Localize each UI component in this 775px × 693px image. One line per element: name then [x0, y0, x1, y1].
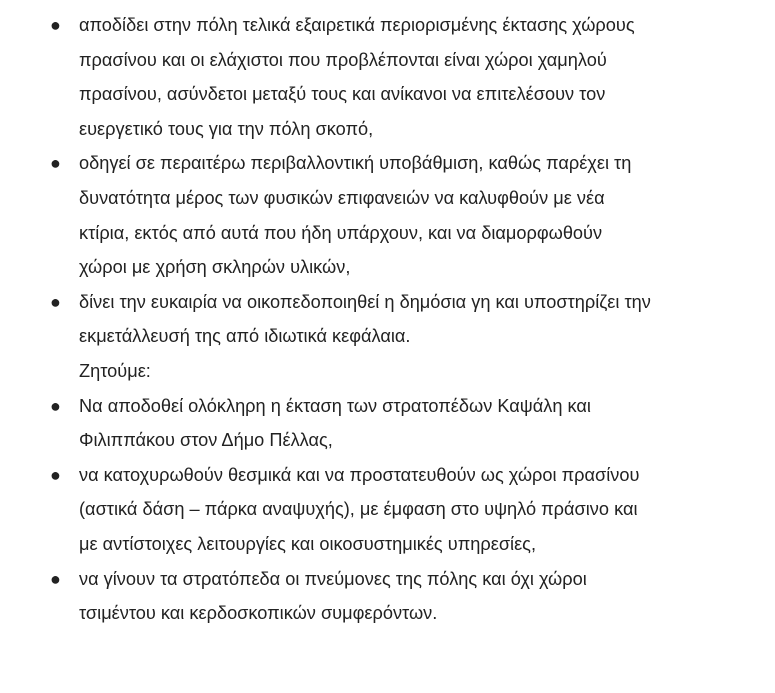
text-line: εκμετάλλευσή της από ιδιωτικά κεφάλαια.	[79, 326, 411, 347]
text-line: τσιμέντου και κερδοσκοπικών συμφερόντων.	[79, 603, 438, 624]
list-item	[0, 146, 775, 284]
bullet-icon: ●	[50, 395, 61, 416]
text-line: Φιλιππάκου στον Δήμο Πέλλας,	[79, 430, 333, 451]
text-line: κτίρια, εκτός από αυτά που ήδη υπάρχουν, και να διαμορφωθούν	[79, 222, 603, 243]
text-line: χώροι με χρήση σκληρών υλικών,	[79, 257, 351, 278]
text-line: (αστικά δάση – πάρκα αναψυχής), με έμφαση στο υψηλό πράσινο και	[79, 499, 638, 520]
list-item	[0, 389, 775, 458]
text-line: να κατοχυρωθούν θεσμικά και να προστατευθούν ως χώροι πρασίνου	[79, 464, 640, 485]
bullet-icon: ●	[50, 464, 61, 485]
bullet-list-demands	[0, 389, 775, 631]
bullet-icon: ●	[50, 291, 61, 312]
bullet-icon: ●	[50, 15, 61, 35]
text-line: ευεργετικό τους για την πόλη σκοπό,	[79, 118, 374, 139]
bullet-icon: ●	[50, 568, 61, 589]
demand-heading	[0, 354, 775, 389]
text-line: αποδίδει στην πόλη τελικά εξαιρετικά περιορισμένης έκτασης χώρους	[79, 15, 635, 35]
list-item	[0, 8, 775, 146]
text-line: Να αποδοθεί ολόκληρη η έκταση των στρατοπέδων Καψάλη και	[79, 395, 591, 416]
document-body	[0, 8, 775, 631]
list-item	[0, 285, 775, 354]
list-item	[0, 562, 775, 631]
list-item	[0, 458, 775, 562]
text-line: δίνει την ευκαιρία να οικοπεδοποιηθεί η δημόσια γη και υποστηρίζει την	[79, 291, 651, 312]
text-line: με αντίστοιχες λειτουργίες και οικοσυστημικές υπηρεσίες,	[79, 533, 537, 554]
text-line: οδηγεί σε περαιτέρω περιβαλλοντική υποβάθμιση, καθώς παρέχει τη	[79, 153, 632, 174]
text-line: Ζητούμε:	[79, 360, 151, 381]
text-line: πρασίνου και οι ελάχιστοι που προβλέπονται είναι χώροι χαμηλού	[79, 49, 607, 70]
text-line: πρασίνου, ασύνδετοι μεταξύ τους και ανίκανοι να επιτελέσουν τον	[79, 84, 606, 105]
bullet-list-criticisms	[0, 8, 775, 354]
text-line: να γίνουν τα στρατόπεδα οι πνεύμονες της πόλης και όχι χώροι	[79, 568, 587, 589]
bullet-icon: ●	[50, 153, 61, 174]
text-line: δυνατότητα μέρος των φυσικών επιφανειών να καλυφθούν με νέα	[79, 187, 605, 208]
